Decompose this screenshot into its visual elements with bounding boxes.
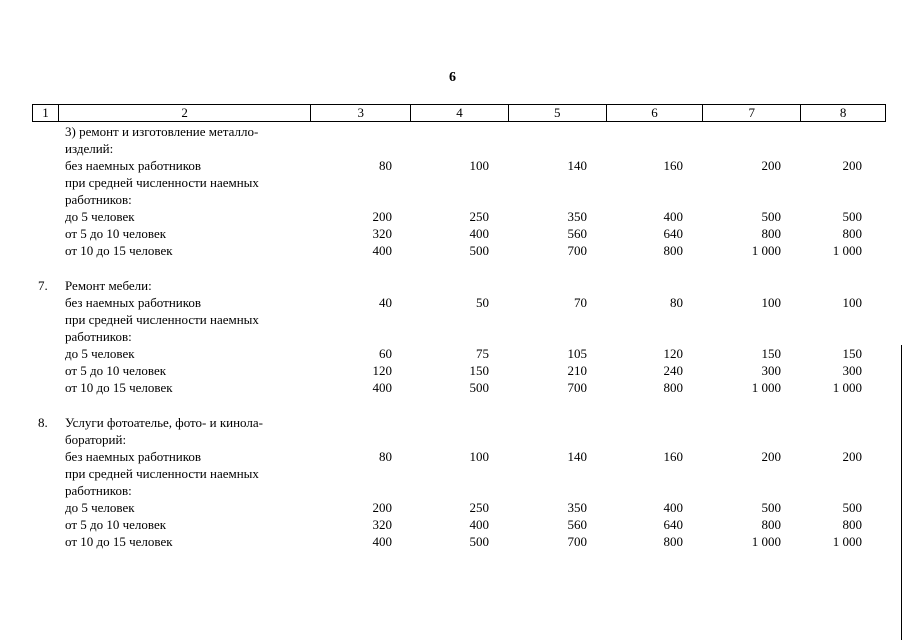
row-value-col-4: 150 xyxy=(469,363,489,378)
row-value-col-7: 150 xyxy=(761,346,781,361)
row-value-col-6: 800 xyxy=(663,380,683,395)
header-col-6: 6 xyxy=(607,105,704,121)
page-number: 6 xyxy=(449,70,456,85)
row-value-col-5: 350 xyxy=(567,209,587,224)
row-label: от 5 до 10 человек xyxy=(65,226,167,241)
table-header-row xyxy=(32,104,886,122)
row-value-col-8: 150 xyxy=(842,346,862,361)
row-value-col-6: 800 xyxy=(663,243,683,258)
row-value-col-8: 500 xyxy=(842,500,862,515)
header-col-2: 2 xyxy=(59,105,311,121)
header-col-5: 5 xyxy=(509,105,607,121)
row-value-col-3: 200 xyxy=(372,209,392,224)
row-value-col-8: 100 xyxy=(842,295,862,310)
row-value-col-5: 560 xyxy=(567,226,587,241)
header-col-7: 7 xyxy=(703,105,801,121)
table-row xyxy=(0,533,905,550)
table-section xyxy=(0,277,905,396)
row-value-col-5: 700 xyxy=(567,534,587,549)
row-value-col-5: 700 xyxy=(567,243,587,258)
row-value-col-3: 400 xyxy=(372,534,392,549)
row-value-col-8: 200 xyxy=(842,158,862,173)
table-row xyxy=(0,242,905,259)
row-value-col-8: 500 xyxy=(842,209,862,224)
header-col-1: 1 xyxy=(33,105,59,121)
row-value-col-3: 400 xyxy=(372,380,392,395)
row-value-col-3: 320 xyxy=(372,517,392,532)
table-row xyxy=(0,294,905,311)
row-value-col-8: 200 xyxy=(842,449,862,464)
row-value-col-7: 800 xyxy=(761,517,781,532)
section-number: 8. xyxy=(38,415,48,430)
row-value-col-5: 70 xyxy=(574,295,587,310)
row-value-col-6: 160 xyxy=(663,449,683,464)
row-label: без наемных работников xyxy=(65,295,202,310)
row-value-col-3: 80 xyxy=(379,449,392,464)
table-row xyxy=(0,499,905,516)
row-value-col-7: 500 xyxy=(761,209,781,224)
row-value-col-6: 640 xyxy=(663,226,683,241)
row-value-col-7: 500 xyxy=(761,500,781,515)
page-edge-line xyxy=(901,345,902,640)
row-value-col-8: 800 xyxy=(842,517,862,532)
table-row xyxy=(0,379,905,396)
row-label: работников: xyxy=(65,192,132,207)
table-row xyxy=(0,140,905,157)
row-label: от 5 до 10 человек xyxy=(65,517,167,532)
row-value-col-5: 350 xyxy=(567,500,587,515)
row-label: от 10 до 15 человек xyxy=(65,380,173,395)
row-label: при средней численности наемных xyxy=(65,466,259,481)
row-value-col-7: 1 000 xyxy=(751,380,781,395)
section-gap xyxy=(0,259,905,277)
table-row xyxy=(0,482,905,499)
row-value-col-7: 100 xyxy=(761,295,781,310)
row-value-col-5: 700 xyxy=(567,380,587,395)
row-label: при средней численности наемных xyxy=(65,312,259,327)
row-value-col-6: 400 xyxy=(663,209,683,224)
row-value-col-8: 1 000 xyxy=(832,534,862,549)
header-col-8: 8 xyxy=(839,105,847,120)
row-value-col-6: 800 xyxy=(663,534,683,549)
row-value-col-5: 105 xyxy=(567,346,587,361)
row-value-col-5: 560 xyxy=(567,517,587,532)
table-row xyxy=(0,123,905,140)
table-row xyxy=(0,345,905,362)
row-value-col-3: 200 xyxy=(372,500,392,515)
row-value-col-7: 200 xyxy=(761,158,781,173)
row-value-col-5: 140 xyxy=(567,158,587,173)
section-number: 7. xyxy=(38,278,48,293)
table-row xyxy=(0,414,905,431)
row-value-col-3: 60 xyxy=(379,346,392,361)
row-label: от 10 до 15 человек xyxy=(65,243,173,258)
row-label: бораторий: xyxy=(65,432,127,447)
row-value-col-7: 1 000 xyxy=(751,534,781,549)
table-row xyxy=(0,174,905,191)
row-value-col-3: 320 xyxy=(372,226,392,241)
row-value-col-6: 120 xyxy=(663,346,683,361)
row-label: Услуги фотоателье, фото- и кинола- xyxy=(65,415,263,430)
row-label: от 10 до 15 человек xyxy=(65,534,173,549)
row-label: без наемных работников xyxy=(65,449,202,464)
row-value-col-5: 210 xyxy=(567,363,587,378)
row-value-col-4: 250 xyxy=(469,209,489,224)
table-section xyxy=(0,123,905,259)
table-row xyxy=(0,362,905,379)
row-value-col-8: 1 000 xyxy=(832,380,862,395)
header-col-3: 3 xyxy=(311,105,411,121)
row-value-col-4: 500 xyxy=(469,534,489,549)
row-value-col-4: 50 xyxy=(476,295,489,310)
row-value-col-3: 400 xyxy=(372,243,392,258)
row-value-col-4: 75 xyxy=(476,346,489,361)
row-value-col-4: 100 xyxy=(469,158,489,173)
row-value-col-6: 400 xyxy=(663,500,683,515)
row-value-col-3: 40 xyxy=(379,295,392,310)
row-value-col-8: 1 000 xyxy=(832,243,862,258)
row-value-col-8: 800 xyxy=(842,226,862,241)
table-section xyxy=(0,414,905,550)
row-label: при средней численности наемных xyxy=(65,175,259,190)
table-row xyxy=(0,448,905,465)
table-row xyxy=(0,225,905,242)
row-value-col-8: 300 xyxy=(842,363,862,378)
row-value-col-4: 400 xyxy=(469,517,489,532)
table-row xyxy=(0,277,905,294)
table-row xyxy=(0,191,905,208)
row-label: изделий: xyxy=(65,141,114,156)
row-value-col-3: 120 xyxy=(372,363,392,378)
row-value-col-4: 500 xyxy=(469,380,489,395)
table-body xyxy=(0,123,905,550)
section-gap xyxy=(0,396,905,414)
row-value-col-4: 100 xyxy=(469,449,489,464)
row-value-col-6: 640 xyxy=(663,517,683,532)
row-label: до 5 человек xyxy=(65,209,135,224)
row-label: до 5 человек xyxy=(65,346,135,361)
row-value-col-3: 80 xyxy=(379,158,392,173)
table-row xyxy=(0,516,905,533)
row-label: работников: xyxy=(65,329,132,344)
row-label: от 5 до 10 человек xyxy=(65,363,167,378)
row-value-col-7: 200 xyxy=(761,449,781,464)
table-row xyxy=(0,311,905,328)
row-value-col-6: 240 xyxy=(663,363,683,378)
row-value-col-6: 160 xyxy=(663,158,683,173)
row-value-col-7: 300 xyxy=(761,363,781,378)
row-value-col-5: 140 xyxy=(567,449,587,464)
row-value-col-7: 800 xyxy=(761,226,781,241)
header-col-4: 4 xyxy=(411,105,509,121)
row-label: до 5 человек xyxy=(65,500,135,515)
table-row xyxy=(0,328,905,345)
row-label: Ремонт мебели: xyxy=(65,278,152,293)
row-label: 3) ремонт и изготовление металло- xyxy=(65,124,259,139)
row-label: работников: xyxy=(65,483,132,498)
table-row xyxy=(0,157,905,174)
row-label: без наемных работников xyxy=(65,158,202,173)
table-row xyxy=(0,465,905,482)
row-value-col-4: 400 xyxy=(469,226,489,241)
row-value-col-7: 1 000 xyxy=(751,243,781,258)
row-value-col-6: 80 xyxy=(670,295,683,310)
table-row xyxy=(0,431,905,448)
row-value-col-4: 500 xyxy=(469,243,489,258)
table-row xyxy=(0,208,905,225)
row-value-col-4: 250 xyxy=(469,500,489,515)
